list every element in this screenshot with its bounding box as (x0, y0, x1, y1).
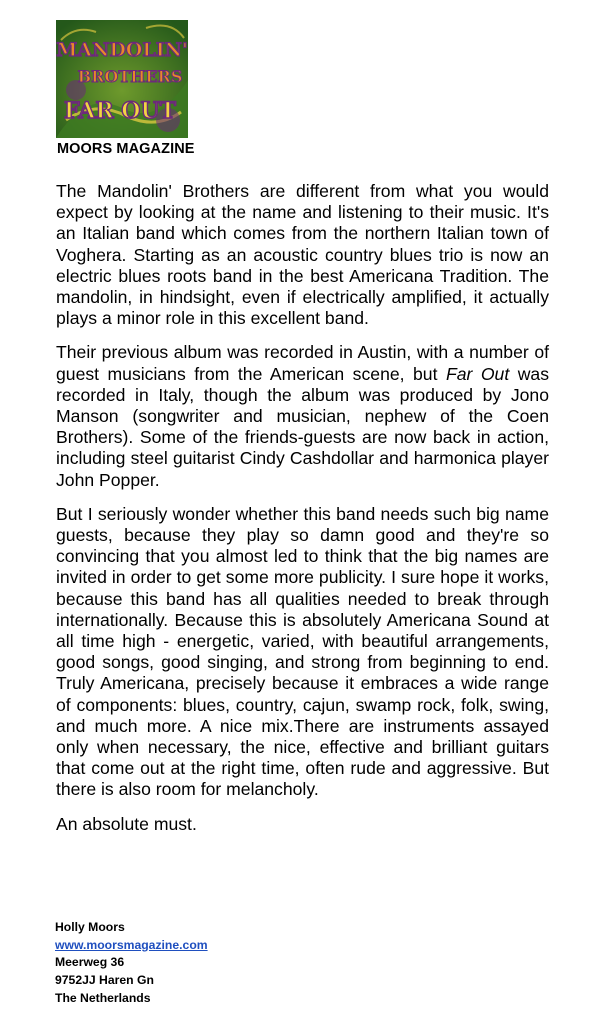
article-paragraph-4: An absolute must. (56, 813, 197, 834)
website-link[interactable]: www.moorsmagazine.com (55, 937, 208, 952)
cover-title-line2: BROTHERS (77, 67, 183, 86)
magazine-name: MOORS MAGAZINE (57, 141, 195, 157)
cover-title-line3: FAR OUT (63, 98, 177, 124)
contact-street: Meerweg 36 (55, 955, 125, 970)
album-title: Far Out (445, 363, 510, 384)
cover-title-line1: MANDOLIN' (56, 39, 188, 61)
contact-country: The Netherlands (55, 990, 151, 1005)
album-cover-image (56, 20, 188, 138)
article-paragraph-2 (56, 342, 549, 490)
paragraph-2-text-a: Their previous album was recorded in Austin, with a number of guest musicians from the American scene, but (56, 342, 549, 384)
contact-name: Holly Moors (55, 920, 125, 934)
contact-postal: 9752JJ Haren Gn (55, 973, 154, 988)
paragraph-2-text-b: was recorded in Italy, though the album was produced by Jono Manson (songwriter and musician, nephew of the Coen Brothers). Some of the friends-guests are now back in action, including steel guitarist Cindy Cashdollar and harmonica player John Popper. (56, 363, 549, 490)
article-body (56, 181, 549, 848)
article-paragraph-3: But I seriously wonder whether this band needs such big name guests, because they play so damn good and they're so convincing that you almost led to think that the big names are invited in order to get some more publicity. I sure hope it works, because this band has all qualities needed to break through internationally. Because this is absolutely Americana Sound at all time high - energetic, varied, with beautiful arrangements, good songs, good singing, and strong from beginning to end. Truly Americana, precisely because it embraces a wide range of components: blues, country, cajun, swamp rock, folk, swing, and much more. A nice mix.There are instruments assayed only when necessary, the nice, effective and brilliant guitars that come out at the right time, often rude and aggressive. But there is also room for melancholy. (56, 503, 549, 800)
contact-block (55, 919, 208, 1008)
article-paragraph-1: The Mandolin' Brothers are different from what you would expect by looking at the name and listening to their music. It's an Italian band which comes from the northern Italian town of Voghera. Starting as an acoustic country blues trio is now an electric blues roots band in the best Americana Tradition. The mandolin, in hindsight, even if electrically amplified, it actually plays a minor role in this excellent band. (56, 181, 549, 329)
